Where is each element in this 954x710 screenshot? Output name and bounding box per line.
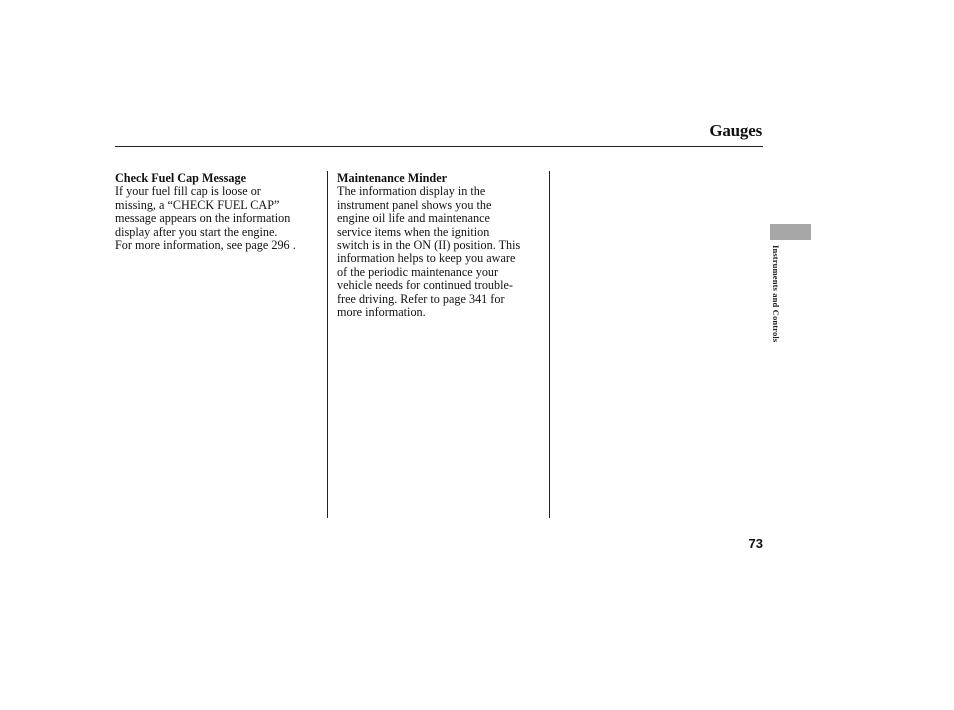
page-number: 73 bbox=[748, 536, 763, 551]
check-fuel-cap-line: If your fuel fill cap is loose or bbox=[115, 184, 261, 199]
header-rule bbox=[115, 146, 763, 147]
maintenance-minder-line: instrument panel shows you the bbox=[337, 197, 492, 212]
check-fuel-cap-line: display after you start the engine. bbox=[115, 224, 278, 239]
maintenance-minder-line: engine oil life and maintenance bbox=[337, 211, 490, 226]
maintenance-minder-line: service items when the ignition bbox=[337, 224, 490, 239]
maintenance-minder-line: switch is in the ON (II) position. This bbox=[337, 238, 521, 253]
maintenance-minder-line: The information display in the bbox=[337, 184, 486, 199]
check-fuel-cap-line: message appears on the information bbox=[115, 211, 291, 226]
column-divider bbox=[327, 171, 328, 518]
chapter-tab-label: Instruments and Controls bbox=[771, 245, 781, 343]
section-title: Gauges bbox=[709, 121, 762, 140]
column-check-fuel-cap bbox=[115, 172, 321, 252]
check-fuel-cap-line: missing, a “CHECK FUEL CAP” bbox=[115, 197, 280, 212]
column-divider bbox=[549, 171, 550, 518]
maintenance-minder-line: information helps to keep you aware bbox=[337, 251, 516, 266]
chapter-tab bbox=[770, 224, 811, 240]
check-fuel-cap-heading: Check Fuel Cap Message bbox=[115, 171, 247, 185]
maintenance-minder-line: more information. bbox=[337, 305, 426, 320]
column-maintenance-minder bbox=[337, 172, 545, 319]
maintenance-minder-line: vehicle needs for continued trouble- bbox=[337, 278, 513, 293]
maintenance-minder-line: of the periodic maintenance your bbox=[337, 264, 499, 279]
check-fuel-cap-line: For more information, see page 296 . bbox=[115, 238, 296, 253]
maintenance-minder-line: free driving. Refer to page 341 for bbox=[337, 291, 505, 306]
maintenance-minder-heading: Maintenance Minder bbox=[337, 171, 448, 185]
